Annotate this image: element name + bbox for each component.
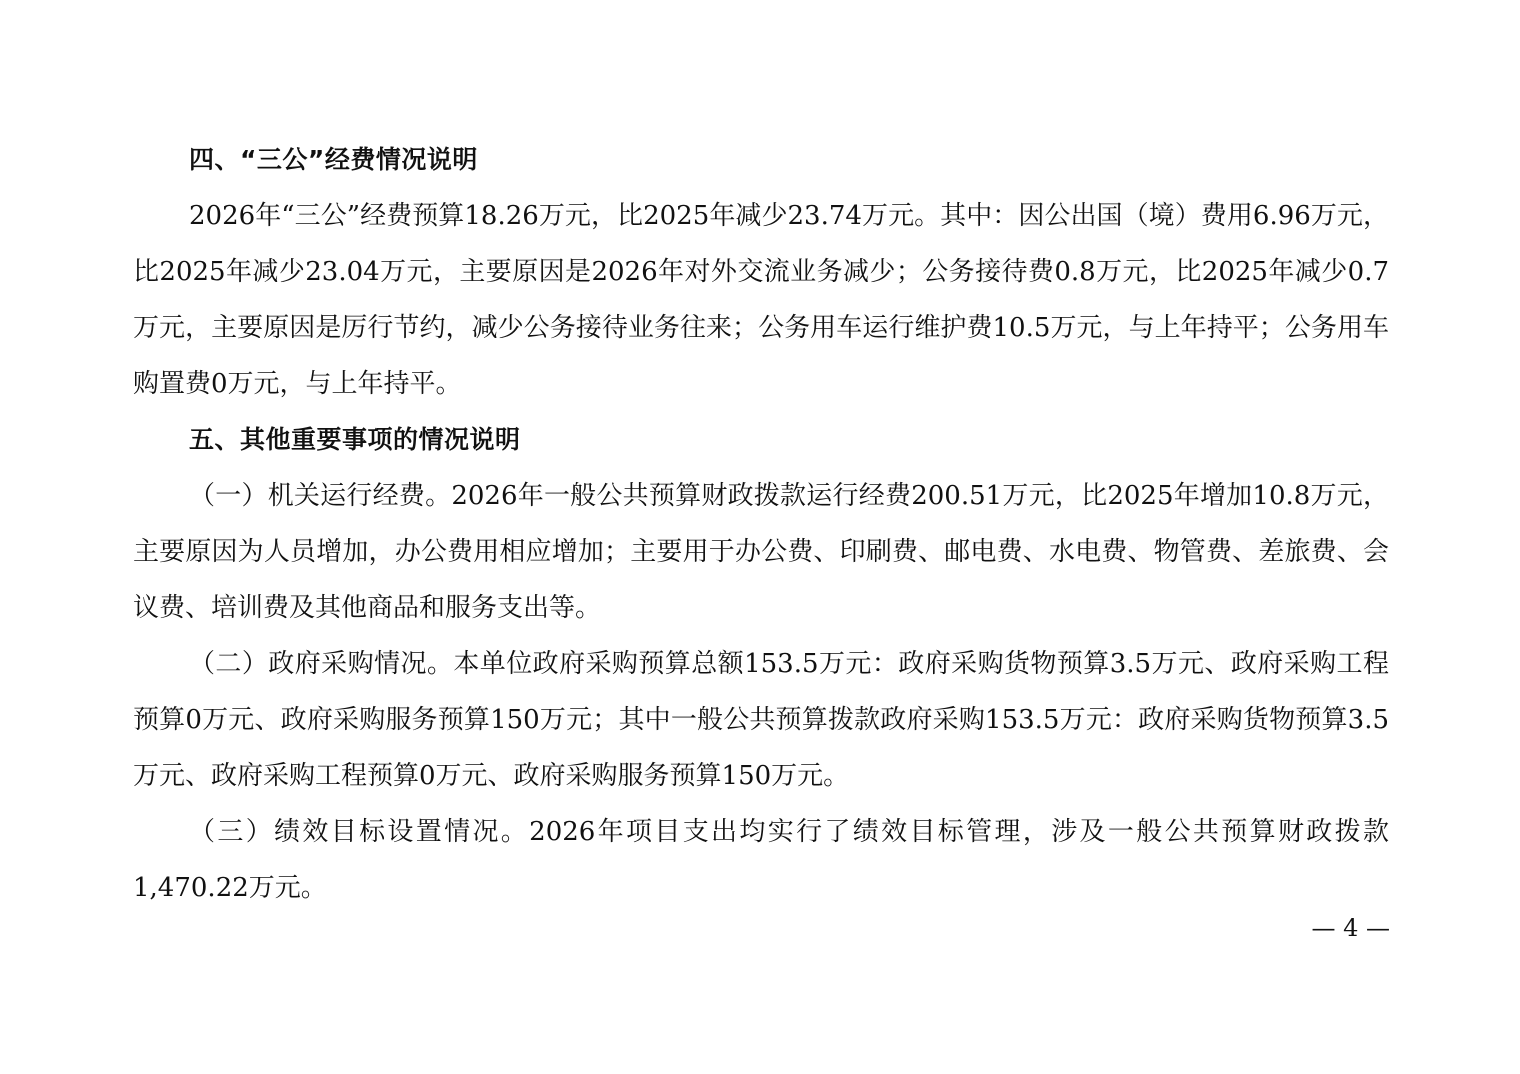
page-number: — 4 — (1311, 914, 1390, 942)
document-body (133, 132, 1389, 916)
section-5-item-1: （一）机关运行经费。2026年一般公共预算财政拨款运行经费200.51万元，比2025年增加10.8万元，主要原因为人员增加，办公费用相应增加；主要用于办公费、印刷费、邮电费、水电费、物管费、差旅费、会议费、培训费及其他商品和服务支出等。 (133, 481, 1389, 623)
section-5-heading: 五、其他重要事项的情况说明 (189, 425, 521, 454)
section-4-paragraph: 2026年“三公”经费预算18.26万元，比2025年减少23.74万元。其中：因公出国（境）费用6.96万元，比2025年减少23.04万元，主要原因是2026年对外交流业务减少；公务接待费0.8万元，比2025年减少0.7万元，主要原因是厉行节约，减少公务接待业务往来；公务用车运行维护费10.5万元，与上年持平；公务用车购置费0万元，与上年持平。 (133, 201, 1389, 399)
section-4-heading: 四、“三公”经费情况说明 (189, 145, 478, 174)
section-5-item-2: （二）政府采购情况。本单位政府采购预算总额153.5万元：政府采购货物预算3.5万元、政府采购工程预算0万元、政府采购服务预算150万元；其中一般公共预算拨款政府采购153.5万元：政府采购货物预算3.5万元、政府采购工程预算0万元、政府采购服务预算150万元。 (133, 649, 1389, 791)
section-5-item-3: （三）绩效目标设置情况。2026年项目支出均实行了绩效目标管理，涉及一般公共预算财政拨款1,470.22万元。 (133, 817, 1389, 903)
